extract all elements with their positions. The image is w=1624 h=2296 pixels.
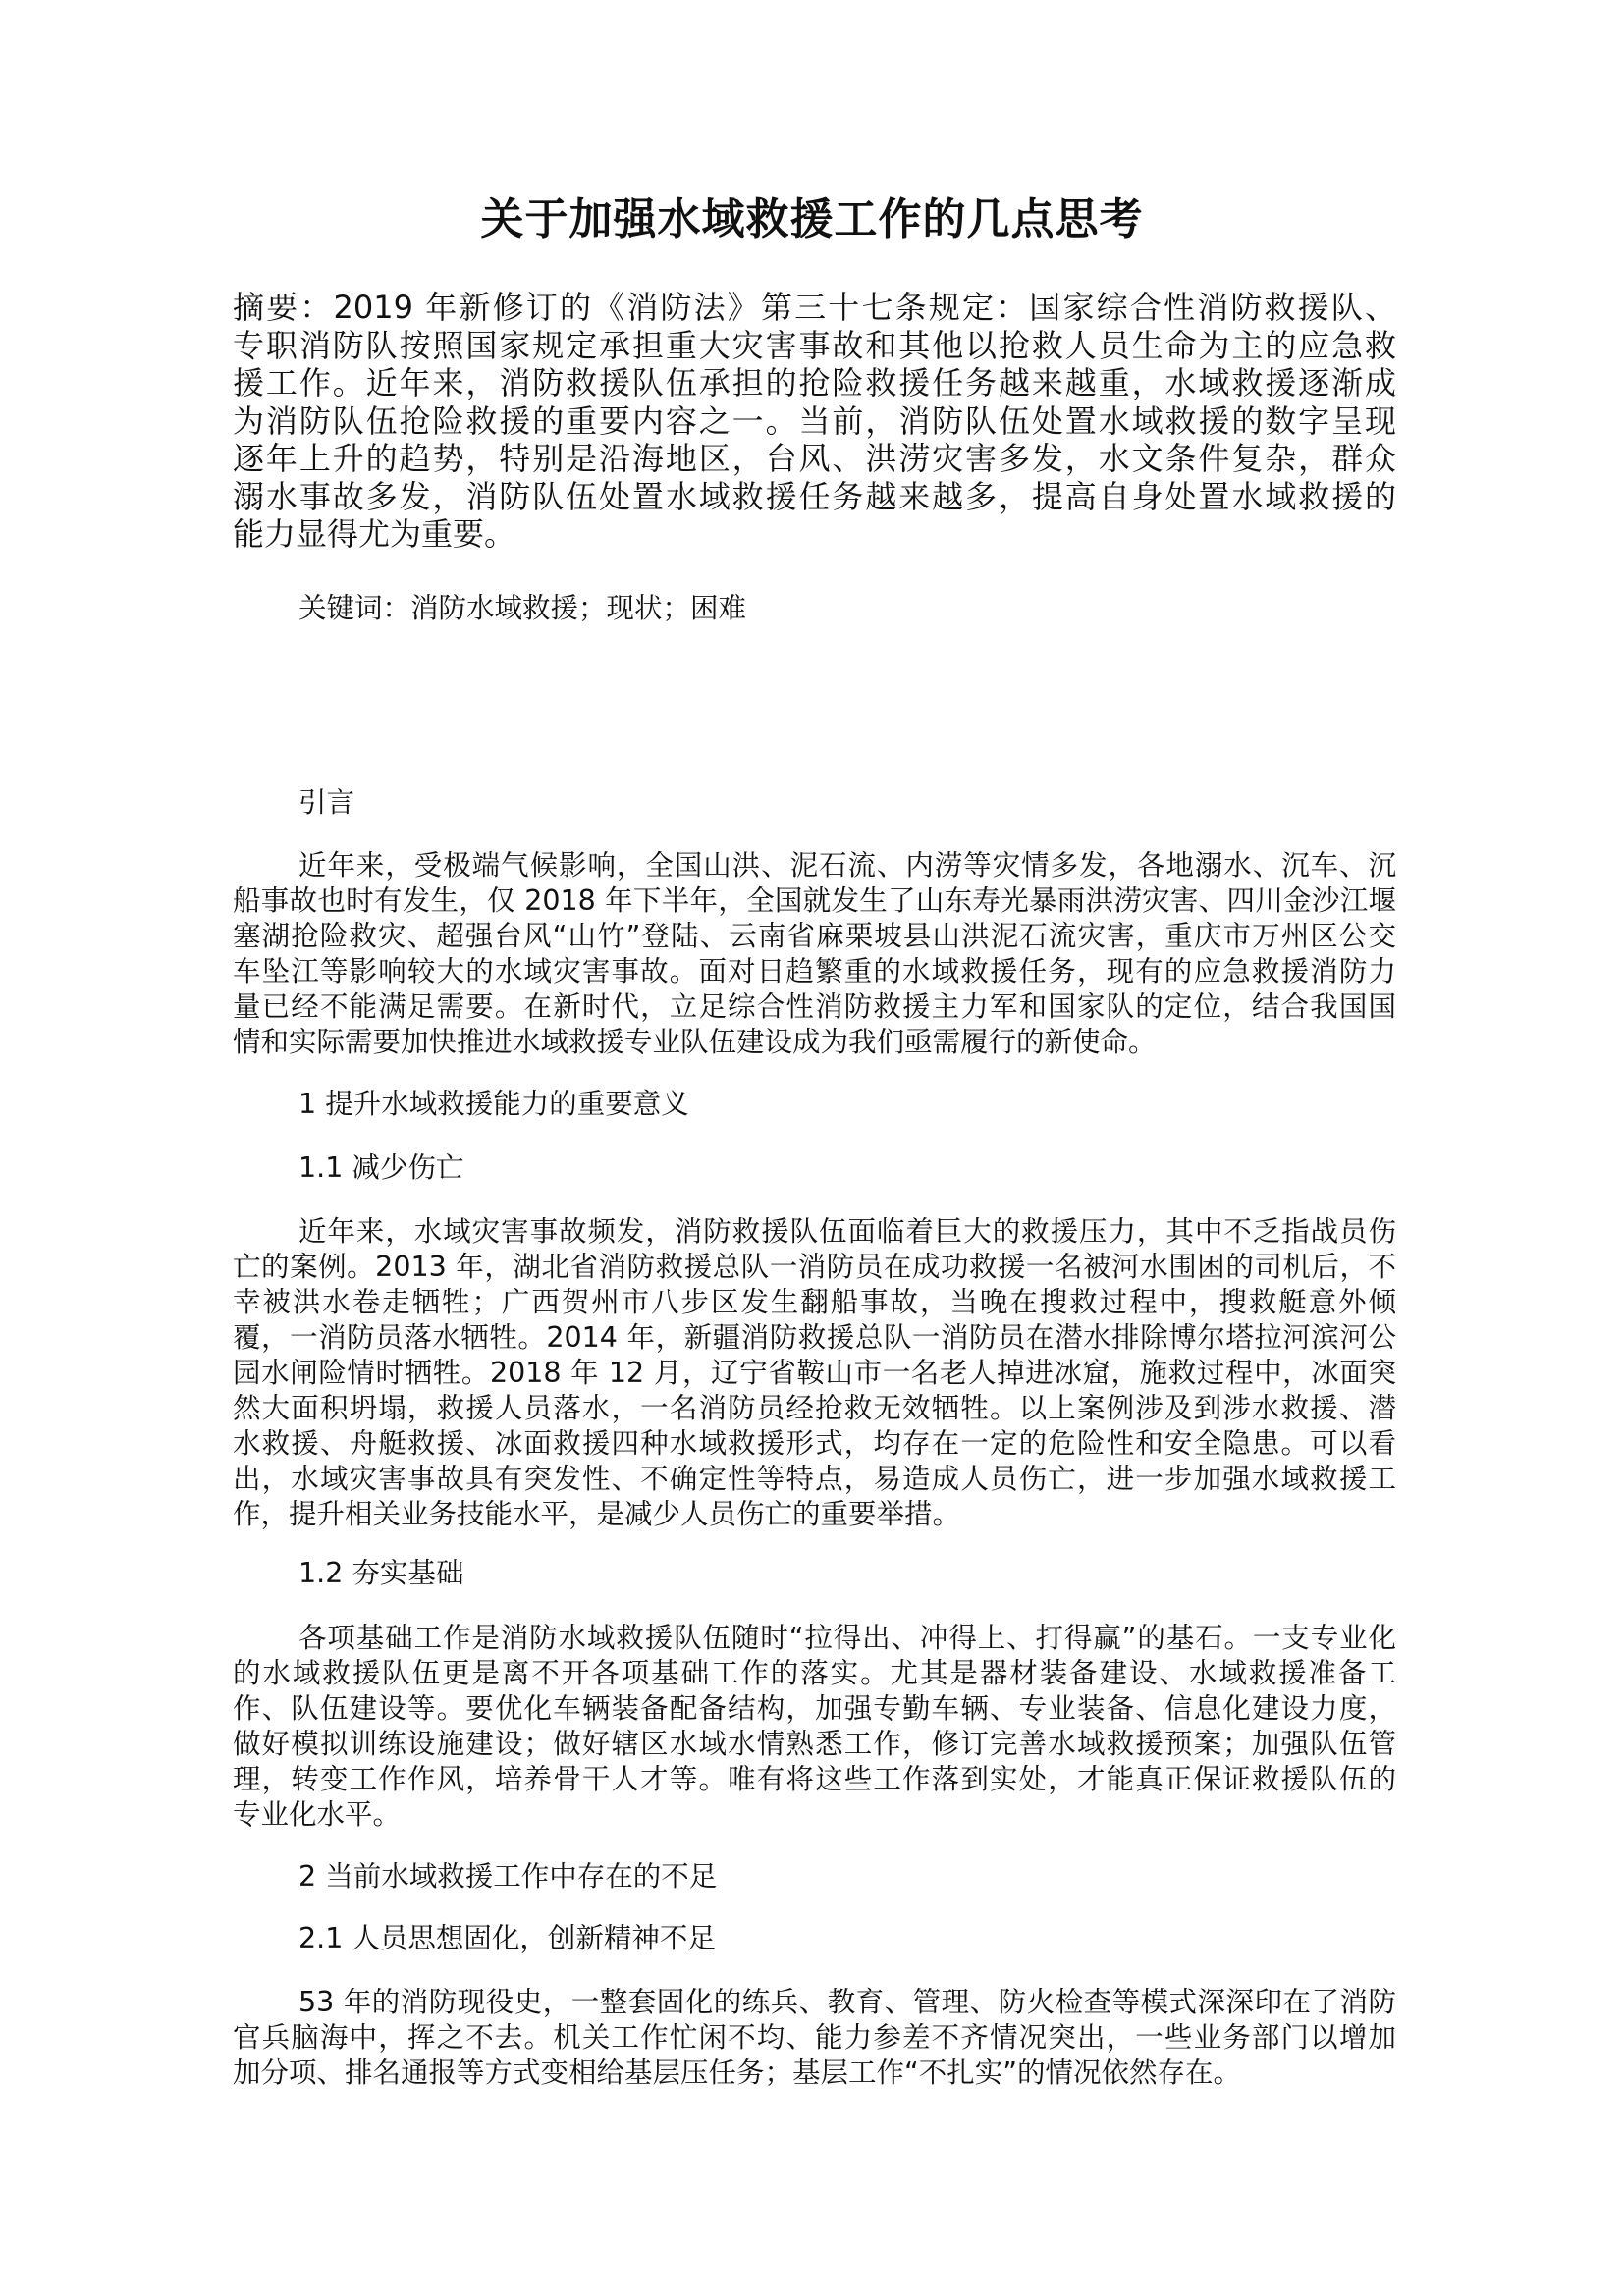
- section-heading-2-1: 2.1 人员思想固化，创新精神不足: [298, 1922, 716, 1954]
- text-line: 亡的案例。2013 年，湖北省消防救援总队一消防员在成功救援一名被河水围困的司机后，不: [233, 1251, 1396, 1283]
- section-heading-1-1: 1.1 减少伤亡: [298, 1151, 464, 1184]
- text-line: 做好模拟训练设施建设；做好辖区水域水情熟悉工作，修订完善水域救援预案；加强队伍管: [233, 1728, 1396, 1760]
- intro-heading: 引言: [298, 786, 355, 819]
- abstract-paragraph: [233, 289, 1396, 554]
- text-line: 近年来，水域灾害事故频发，消防救援队伍面临着巨大的救援压力，其中不乏指战员伤: [298, 1215, 1396, 1248]
- text-line: 摘要：2019 年新修订的《消防法》第三十七条规定：国家综合性消防救援队、: [233, 289, 1396, 326]
- paragraph-1-1: [233, 1214, 1396, 1532]
- paragraph-1-2: [233, 1621, 1396, 1833]
- text-line: 各项基础工作是消防水域救援队伍随时“拉得出、冲得上、打得赢”的基石。一支专业化: [298, 1622, 1396, 1654]
- text-line: 逐年上升的趋势，特别是沿海地区，台风、洪涝灾害多发，水文条件复杂，群众: [233, 440, 1396, 477]
- text-line: 塞湖抢险救灾、超强台风“山竹”登陆、云南省麻栗坡县山洪泥石流灾害，重庆市万州区公交: [233, 920, 1396, 952]
- section-heading-1-2: 1.2 夯实基础: [298, 1557, 464, 1589]
- text-line: 幸被洪水卷走牺牲；广西贺州市八步区发生翻船事故，当晚在搜救过程中，搜救艇意外倾: [233, 1286, 1396, 1318]
- text-line: 量已经不能满足需要。在新时代，立足综合性消防救援主力军和国家队的定位，结合我国国: [233, 990, 1396, 1023]
- text-line: 然大面积坍塌，救援人员落水，一名消防员经抢救无效牺牲。以上案例涉及到涉水救援、潜: [233, 1392, 1396, 1424]
- text-line: 官兵脑海中，挥之不去。机关工作忙闲不均、能力参差不齐情况突出，一些业务部门以增加: [233, 2021, 1396, 2054]
- text-line: 水救援、舟艇救援、冰面救援四种水域救援形式，均存在一定的危险性和安全隐患。可以看: [233, 1427, 1396, 1460]
- section-heading-1: 1 提升水域救援能力的重要意义: [298, 1088, 689, 1120]
- text-line: 出，水域灾害事故具有突发性、不确定性等特点，易造成人员伤亡，进一步加强水域救援工: [233, 1463, 1396, 1495]
- text-line: 覆，一消防员落水牺牲。2014 年，新疆消防救援总队一消防员在潜水排除博尔塔拉河滨河公: [233, 1321, 1396, 1354]
- text-line: 园水闸险情时牺牲。2018 年 12 月，辽宁省鞍山市一名老人掉进冰窟，施救过程中，冰面突: [233, 1357, 1396, 1389]
- text-line: 53 年的消防现役史，一整套固化的练兵、教育、管理、防火检查等模式深深印在了消防: [298, 1986, 1396, 2018]
- text-line: 近年来，受极端气候影响，全国山洪、泥石流、内涝等灾情多发，各地溺水、沉车、沉: [298, 849, 1396, 881]
- text-line: 情和实际需要加快推进水域救援专业队伍建设成为我们亟需履行的新使命。: [233, 1026, 1157, 1058]
- paragraph-2-1: [233, 1985, 1396, 2091]
- document-title: 关于加强水域救援工作的几点思考: [480, 194, 1144, 244]
- text-line: 船事故也时有发生，仅 2018 年下半年，全国就发生了山东寿光暴雨洪涝灾害、四川金沙江堰: [233, 884, 1396, 917]
- text-line: 溺水事故多发，消防队伍处置水域救援任务越来越多，提高自身处置水域救援的: [233, 477, 1396, 515]
- text-line: 专职消防队按照国家规定承担重大灾害事故和其他以抢救人员生命为主的应急救: [233, 326, 1396, 364]
- text-line: 为消防队伍抢险救援的重要内容之一。当前，消防队伍处置水域救援的数字呈现: [233, 401, 1396, 440]
- keywords: 关键词：消防水域救援；现状；困难: [298, 592, 747, 624]
- intro-paragraph: [233, 848, 1396, 1060]
- text-line: 专业化水平。: [233, 1798, 402, 1831]
- text-line: 作，提升相关业务技能水平，是减少人员伤亡的重要举措。: [233, 1498, 961, 1530]
- text-line: 援工作。近年来，消防救援队伍承担的抢险救援任务越来越重，水域救援逐渐成: [233, 364, 1396, 401]
- text-line: 车坠江等影响较大的水域灾害事故。面对日趋繁重的水域救援任务，现有的应急救援消防力: [233, 955, 1396, 988]
- section-heading-2: 2 当前水域救援工作中存在的不足: [298, 1860, 718, 1893]
- text-line: 作、队伍建设等。要优化车辆装备配备结构，加强专勤车辆、专业装备、信息化建设力度，: [233, 1692, 1396, 1725]
- text-line: 加分项、排名通报等方式变相给基层压任务；基层工作“不扎实”的情况依然存在。: [233, 2056, 1242, 2089]
- text-line: 理，转变工作作风，培养骨干人才等。唯有将这些工作落到实处，才能真正保证救援队伍的: [233, 1763, 1396, 1795]
- text-line: 的水域救援队伍更是离不开各项基础工作的落实。尤其是器材装备建设、水域救援准备工: [233, 1657, 1396, 1689]
- text-line: 能力显得尤为重要。: [233, 515, 516, 553]
